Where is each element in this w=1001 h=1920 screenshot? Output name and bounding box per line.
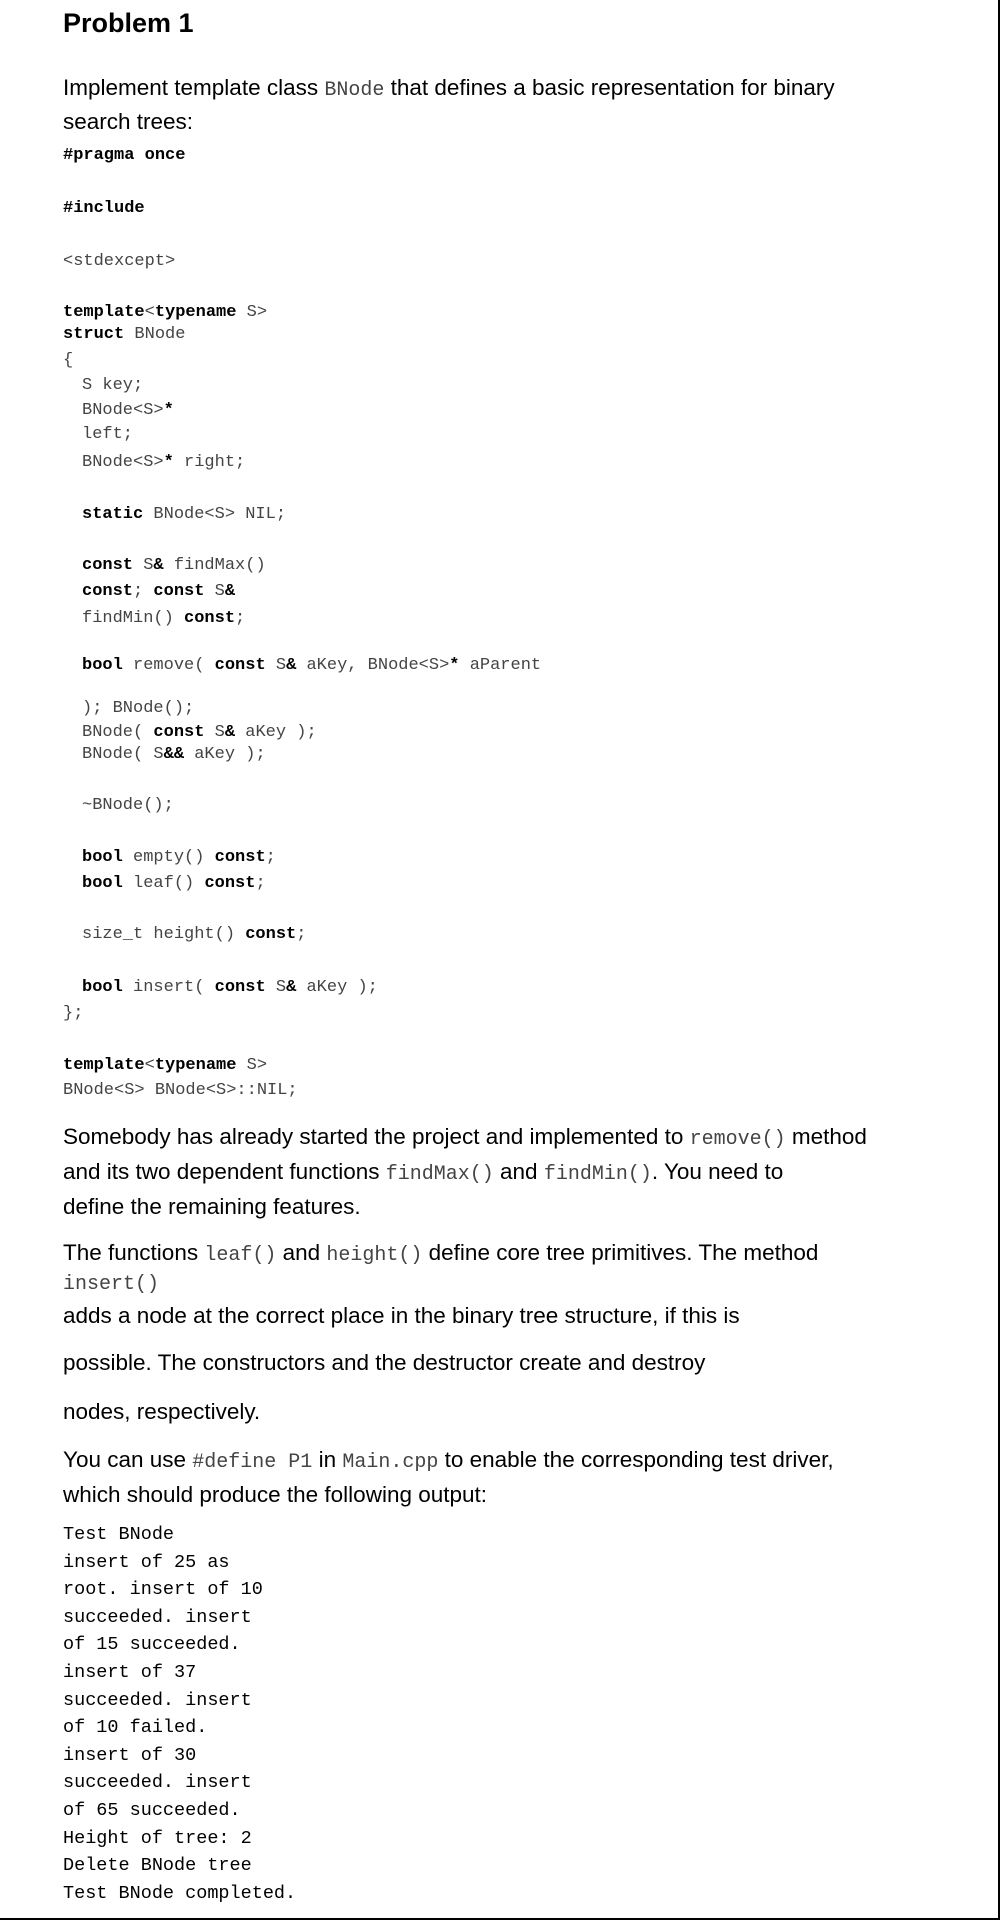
inline-code: Main.cpp <box>342 1451 439 1474</box>
inline-code: height() <box>326 1244 423 1267</box>
code-line: <stdexcept> <box>63 252 176 271</box>
code-line: BNode<S>* <box>82 401 174 420</box>
class-name-code: BNode <box>324 79 385 102</box>
code-line: { <box>63 351 74 370</box>
output-line: insert of 37 <box>63 1661 197 1683</box>
output-line: Test BNode <box>63 1524 175 1545</box>
output-line: Height of tree: 2 <box>63 1827 252 1849</box>
inline-code: remove() <box>689 1128 786 1151</box>
code-line: struct BNode <box>63 325 186 344</box>
output-block <box>63 1521 296 1907</box>
code-line: size_t height() const; <box>82 925 307 944</box>
paragraph-line: and its two dependent functions findMax() and findMin(). You need to <box>63 1159 784 1186</box>
code-line: ); BNode(); <box>82 699 195 718</box>
paragraph-line: Somebody has already started the project and implemented to remove() method <box>63 1124 867 1151</box>
intro-line-2: search trees: <box>63 109 194 134</box>
code-line: ~BNode(); <box>82 796 174 815</box>
inline-code: findMax() <box>385 1163 494 1186</box>
paragraph-line: define the remaining features. <box>63 1194 361 1219</box>
output-line: of 15 succeeded. <box>63 1634 241 1656</box>
code-line: bool leaf() const; <box>82 874 266 893</box>
paragraph-line <box>63 1264 159 1302</box>
inline-code: insert() <box>63 1273 160 1296</box>
code-line: template<typename S> <box>63 1056 268 1075</box>
output-line: Delete BNode tree <box>63 1855 252 1877</box>
code-line: left; <box>82 425 134 444</box>
code-line: bool empty() const; <box>82 848 276 867</box>
inline-code: leaf() <box>204 1244 277 1267</box>
code-line: bool insert( const S& aKey ); <box>82 978 378 997</box>
output-line: of 10 failed. <box>63 1717 208 1739</box>
code-line: }; <box>63 1004 84 1023</box>
output-line: succeeded. insert <box>63 1772 252 1794</box>
code-line: S key; <box>82 376 144 395</box>
code-line: template<typename S> <box>63 303 268 322</box>
code-line: const S& findMax() <box>82 556 266 575</box>
page-title: Problem 1 <box>63 8 194 38</box>
paragraph-line: adds a node at the correct place in the binary tree structure, if this is <box>63 1303 740 1328</box>
output-line: insert of 25 as <box>63 1551 230 1573</box>
output-line: root. insert of 10 <box>63 1579 263 1601</box>
output-line: Test BNode completed. <box>63 1882 297 1904</box>
code-line: BNode<S> BNode<S>::NIL; <box>63 1081 298 1100</box>
code-line: static BNode<S> NIL; <box>82 505 287 524</box>
inline-code: findMin() <box>543 1163 652 1186</box>
output-line: succeeded. insert <box>63 1689 252 1711</box>
code-line: findMin() const; <box>82 609 246 628</box>
output-line: succeeded. insert <box>63 1606 252 1628</box>
paragraph-line: You can use #define P1 in Main.cpp to enable the corresponding test driver, <box>63 1447 834 1474</box>
code-line: #pragma once <box>63 146 186 165</box>
code-line: BNode( const S& aKey ); <box>82 723 317 742</box>
intro-line-1: Implement template class BNode that defines a basic representation for binary <box>63 75 835 102</box>
code-line: #include <box>63 199 145 218</box>
code-line: const; const S& <box>82 582 236 601</box>
code-line: BNode( S&& aKey ); <box>82 745 266 764</box>
paragraph-line: The functions leaf() and height() define core tree primitives. The method <box>63 1240 819 1267</box>
code-line: BNode<S>* right; <box>82 453 246 472</box>
paragraph-line: which should produce the following output: <box>63 1482 488 1507</box>
output-line: of 65 succeeded. <box>63 1799 241 1821</box>
paragraph-line: possible. The constructors and the destructor create and destroy <box>63 1350 706 1375</box>
inline-code: #define P1 <box>192 1451 313 1474</box>
output-line: insert of 30 <box>63 1744 197 1766</box>
code-line: bool remove( const S& aKey, BNode<S>* aParent <box>82 656 542 675</box>
paragraph-line: nodes, respectively. <box>63 1399 261 1424</box>
